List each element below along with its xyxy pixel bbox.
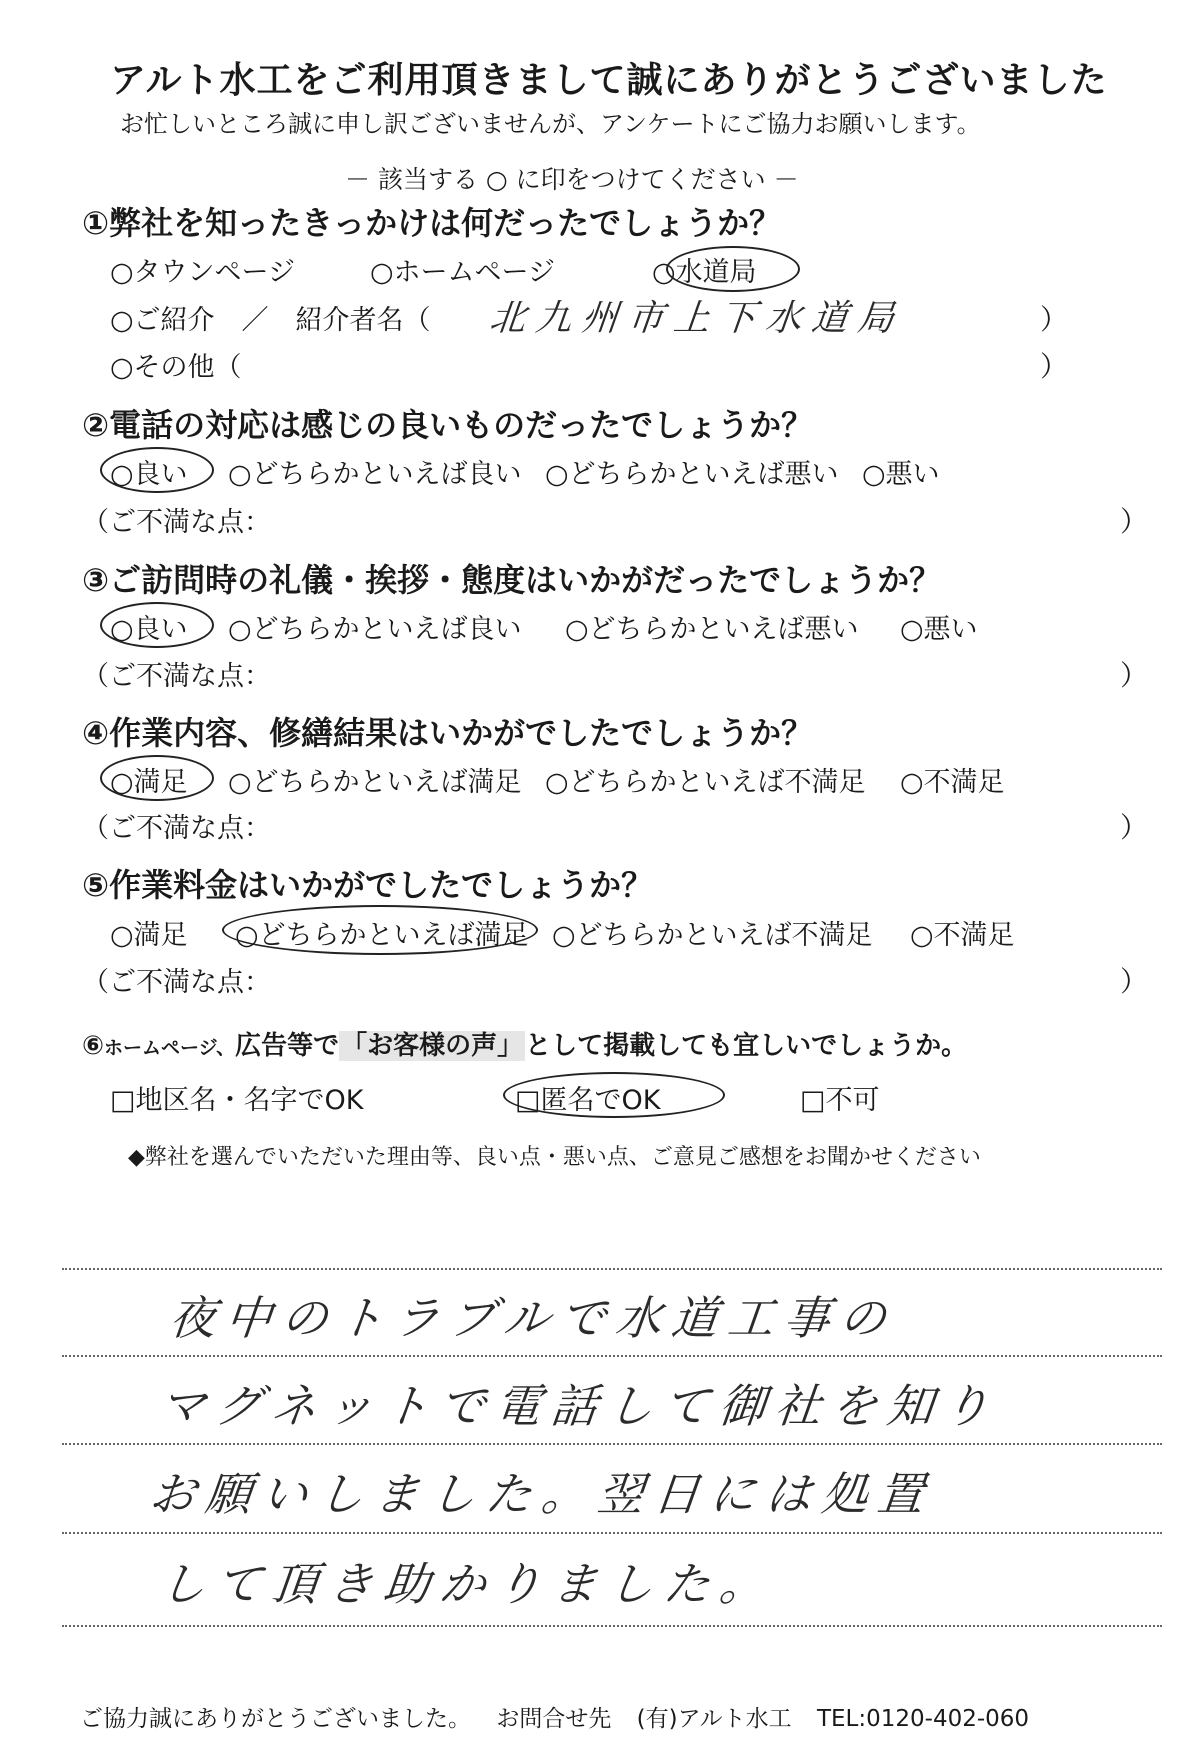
q4-option-satisfied[interactable]: ○満足 xyxy=(110,767,188,798)
q2-option-good[interactable]: ○良い xyxy=(110,459,188,490)
q6-prefix: 広告等で xyxy=(235,1031,340,1061)
q1-intro-close-paren: ） xyxy=(1040,303,1069,336)
question-4: ④作業内容、修繕結果はいかがでしたでしょうか？ xyxy=(82,714,814,752)
survey-subtitle: お忙しいところ誠に申し訳ございませんが、アンケートにご協力お願いします。 xyxy=(120,110,981,138)
footer-thanks: ご協力誠にありがとうございました。 xyxy=(80,1706,471,1732)
q5-complaint-close-paren: ） xyxy=(1120,965,1149,998)
q3-complaint-close-paren: ） xyxy=(1120,659,1149,692)
comment-rule-line xyxy=(62,1443,1162,1445)
question-5: ⑤作業料金はいかがでしたでしょうか？ xyxy=(82,866,654,904)
instruction-text: － 該当する ○ に印をつけてください － xyxy=(345,165,799,194)
q6-option-not-allowed[interactable]: □不可 xyxy=(800,1085,880,1116)
q5-option-fairly-dissatisfied[interactable]: ○どちらかといえば不満足 xyxy=(552,920,873,951)
q6-option-anonymous[interactable]: □匿名でOK xyxy=(515,1085,661,1116)
question-3: ③ご訪問時の礼儀・挨拶・態度はいかがだったでしょうか？ xyxy=(82,561,942,599)
comment-rule-line xyxy=(62,1268,1162,1270)
comment-line-3: お願いしました。翌日には処置 xyxy=(146,1467,937,1521)
q4-option-fairly-dissatisfied[interactable]: ○どちらかといえば不満足 xyxy=(545,767,866,798)
q3-option-good[interactable]: ○良い xyxy=(110,614,188,645)
comment-rule-line xyxy=(62,1532,1162,1534)
q3-complaint-label: （ご不満な点： xyxy=(82,661,271,692)
q2-option-fairly-good[interactable]: ○どちらかといえば良い xyxy=(228,459,522,490)
q1-option-suidoukyoku[interactable]: ○水道局 xyxy=(652,257,757,288)
comment-rule-line xyxy=(62,1355,1162,1357)
q1-option-other[interactable]: ○その他（ xyxy=(110,352,242,383)
footer-contact-label: お問合せ先 xyxy=(496,1706,612,1732)
q6-prefix-small: ホームページ、 xyxy=(104,1037,236,1059)
comment-rule-line xyxy=(62,1625,1162,1627)
q4-complaint-label: （ご不満な点： xyxy=(82,813,271,844)
q4-option-fairly-satisfied[interactable]: ○どちらかといえば満足 xyxy=(228,767,522,798)
comments-prompt: ◆弊社を選んでいただいた理由等、良い点・悪い点、ご意見ご感想をお聞かせください xyxy=(128,1145,981,1170)
q5-option-satisfied[interactable]: ○満足 xyxy=(110,920,188,951)
q4-option-dissatisfied[interactable]: ○不満足 xyxy=(900,767,1005,798)
introducer-name-handwritten: 北九州市上下水道局 xyxy=(487,298,906,339)
q2-option-fairly-bad[interactable]: ○どちらかといえば悪い xyxy=(545,459,839,490)
q6-suffix: として掲載しても宜しいでしょうか。 xyxy=(525,1031,968,1061)
footer-company: (有)アルト水工 xyxy=(636,1706,792,1732)
q5-complaint-label: （ご不満な点： xyxy=(82,967,271,998)
q1-option-introduction[interactable]: ○ご紹介 ／ 紹介者名（ xyxy=(110,305,431,336)
q2-complaint-label: （ご不満な点： xyxy=(82,507,271,538)
footer xyxy=(80,1700,1047,1733)
q3-option-fairly-good[interactable]: ○どちらかといえば良い xyxy=(228,614,522,645)
q1-option-townpage[interactable]: ○タウンページ xyxy=(110,257,296,288)
q6-highlight: 「お客様の声」 xyxy=(341,1031,524,1061)
survey-title: アルト水工をご利用頂きまして誠にありがとうございました xyxy=(110,60,1108,101)
footer-tel[interactable]: TEL:0120-402-060 xyxy=(816,1706,1030,1732)
q2-option-bad[interactable]: ○悪い xyxy=(862,459,940,490)
q6-number: ⑥ xyxy=(82,1031,105,1061)
comment-line-1: 夜中のトラブルで水道工事の xyxy=(166,1291,899,1345)
q1-other-close-paren: ） xyxy=(1040,350,1069,383)
q1-option-homepage[interactable]: ○ホームページ xyxy=(370,257,556,288)
comment-line-2: マグネットで電話して御社を知り xyxy=(156,1379,1003,1433)
q3-option-bad[interactable]: ○悪い xyxy=(900,614,978,645)
q4-complaint-close-paren: ） xyxy=(1120,811,1149,844)
q5-option-fairly-satisfied[interactable]: ○どちらかといえば満足 xyxy=(235,920,529,951)
q2-complaint-close-paren: ） xyxy=(1120,505,1149,538)
comment-line-4: して頂き助かりました。 xyxy=(156,1557,779,1611)
question-1: ①弊社を知ったきっかけは何だったでしょうか？ xyxy=(82,204,782,242)
question-2: ②電話の対応は感じの良いものだったでしょうか？ xyxy=(82,406,814,444)
question-6 xyxy=(82,1025,967,1062)
q6-option-area-surname[interactable]: □地区名・名字でOK xyxy=(110,1085,364,1116)
q3-option-fairly-bad[interactable]: ○どちらかといえば悪い xyxy=(565,614,859,645)
q5-option-dissatisfied[interactable]: ○不満足 xyxy=(910,920,1015,951)
